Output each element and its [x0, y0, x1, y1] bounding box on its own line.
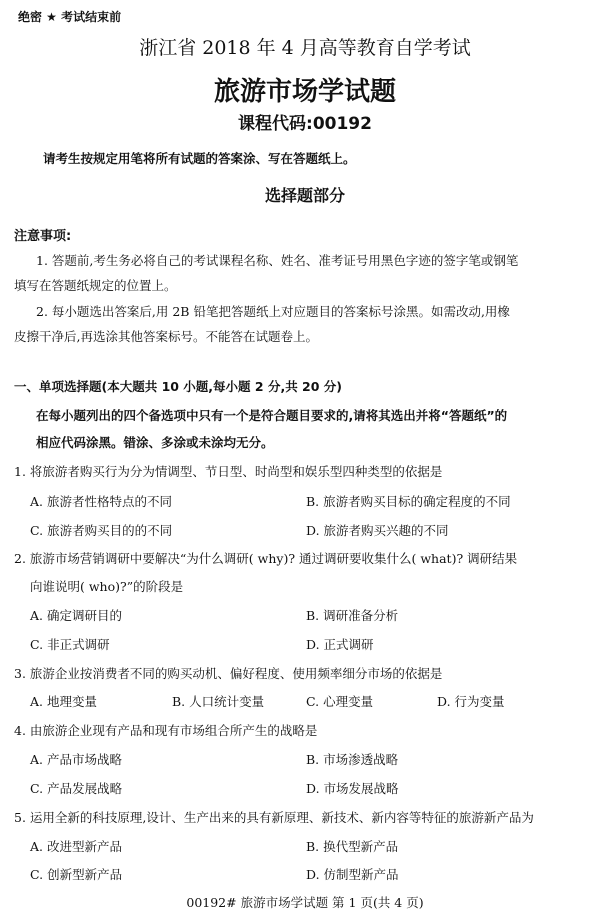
- page-footer: 00192# 旅游市场学试题 第 1 页(共 4 页): [186, 895, 424, 910]
- question-2-option-a: A. 确定调研目的: [30, 608, 122, 623]
- note-1-line-2: 填写在答题纸规定的位置上。: [14, 278, 177, 293]
- answer-instruction: 请考生按规定用笔将所有试题的答案涂、写在答题纸上。: [43, 151, 356, 166]
- question-1-stem: 1. 将旅游者购买行为分为情调型、节日型、时尚型和娱乐型四种类型的依据是: [14, 464, 443, 479]
- notes-title: 注意事项:: [14, 229, 72, 244]
- question-3-option-b: B. 人口统计变量: [172, 694, 265, 709]
- question-5-option-d: D. 仿制型新产品: [306, 867, 399, 882]
- question-4-option-b: B. 市场渗透战略: [306, 752, 399, 767]
- question-4-stem: 4. 由旅游企业现有产品和现有市场组合所产生的战略是: [14, 723, 318, 738]
- question-1-option-d: D. 旅游者购买兴趣的不同: [306, 523, 449, 538]
- question-5-option-b: B. 换代型新产品: [306, 839, 399, 854]
- question-4-option-a: A. 产品市场战略: [30, 752, 122, 767]
- note-2-line-2: 皮擦干净后,再选涂其他答案标号。不能答在试题卷上。: [14, 329, 318, 344]
- part1-title: 一、单项选择题(本大题共 10 小题,每小题 2 分,共 20 分): [14, 379, 343, 394]
- subject-title: 旅游市场学试题: [213, 77, 396, 107]
- question-1-option-c: C. 旅游者购买目的的不同: [30, 523, 173, 538]
- exam-title: 浙江省 2018 年 4 月高等教育自学考试: [139, 37, 471, 59]
- question-3-stem: 3. 旅游企业按消费者不同的购买动机、偏好程度、使用频率细分市场的依据是: [14, 666, 443, 681]
- note-1-line-1: 1. 答题前,考生务必将自己的考试课程名称、姓名、准考证号用黑色字迹的签字笔或钢笔: [36, 253, 519, 268]
- course-code: 课程代码:00192: [238, 114, 372, 134]
- question-4-option-d: D. 市场发展战略: [306, 781, 399, 796]
- question-3-option-a: A. 地理变量: [30, 694, 97, 709]
- question-5-stem: 5. 运用全新的科技原理,设计、生产出来的具有新原理、新技术、新内容等特征的旅游新产品为: [14, 810, 534, 825]
- question-5-option-c: C. 创新型新产品: [30, 867, 123, 882]
- question-2-option-d: D. 正式调研: [306, 637, 374, 652]
- question-2-option-b: B. 调研准备分析: [306, 608, 399, 623]
- question-2-option-c: C. 非正式调研: [30, 637, 110, 652]
- question-4-option-c: C. 产品发展战略: [30, 781, 123, 796]
- section-title: 选择题部分: [264, 186, 345, 205]
- note-2-line-1: 2. 每小题选出答案后,用 2B 铅笔把答题纸上对应题目的答案标号涂黑。如需改动,用橡: [36, 304, 510, 319]
- secret-label: 绝密 ★ 考试结束前: [18, 10, 122, 24]
- question-2-stem-line-2: 向谁说明( who)?”的阶段是: [30, 579, 184, 594]
- question-1-option-a: A. 旅游者性格特点的不同: [30, 494, 172, 509]
- question-3-option-d: D. 行为变量: [437, 694, 505, 709]
- question-2-stem-line-1: 2. 旅游市场营销调研中要解决“为什么调研( why)? 通过调研要收集什么( what)? 调研结果: [14, 551, 518, 566]
- question-3-option-c: C. 心理变量: [306, 694, 374, 709]
- part1-intro-line-1: 在每小题列出的四个备选项中只有一个是符合题目要求的,请将其选出并将“答题纸”的: [36, 408, 508, 423]
- question-1-option-b: B. 旅游者购买目标的确定程度的不同: [306, 494, 511, 509]
- question-5-option-a: A. 改进型新产品: [30, 839, 122, 854]
- part1-intro-line-2: 相应代码涂黑。错涂、多涂或未涂均无分。: [36, 435, 274, 450]
